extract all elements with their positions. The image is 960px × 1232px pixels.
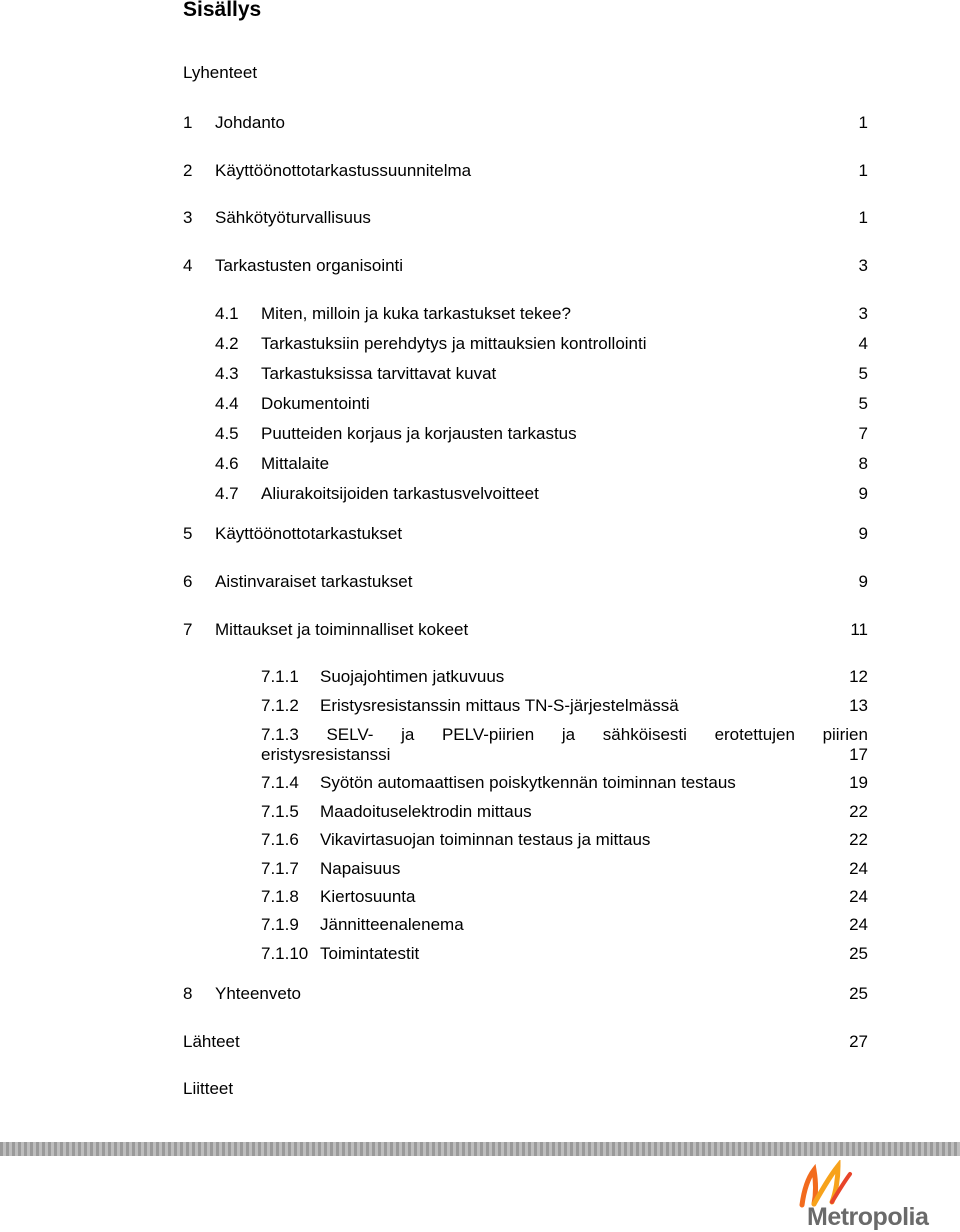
toc-entry-text: Eristysresistanssin mittaus TN-S-järjestelmässä [320, 696, 679, 715]
toc-entry-word: piirien [822, 725, 868, 744]
toc-entry-number: 4.3 [215, 364, 239, 383]
toc-entry-text: Aistinvaraiset tarkastukset [215, 572, 413, 591]
toc-entry-lahteet[interactable] [0, 1030, 960, 1054]
toc-entry-number: 8 [183, 984, 193, 1003]
toc-entry-lyhenteet[interactable] [0, 61, 960, 85]
toc-entry-4[interactable] [0, 254, 960, 278]
toc-entry-text: Käyttöönottotarkastussuunnitelma [215, 161, 472, 180]
toc-entry-number: 4.4 [215, 394, 239, 413]
toc-entry-text: Tarkastuksissa tarvittavat kuvat [261, 364, 497, 383]
toc-entry-text: Jännitteenalenema [320, 915, 464, 934]
toc-entry-2[interactable] [0, 159, 960, 183]
toc-entry-page: 24 [849, 887, 868, 906]
toc-entry-4-5[interactable] [0, 422, 960, 446]
toc-entry-text: Kiertosuunta [320, 887, 416, 906]
toc-entry-text: Lyhenteet [183, 63, 258, 82]
toc-entry-text: Mittaukset ja toiminnalliset kokeet [215, 620, 469, 639]
toc-entry-page: 25 [849, 944, 868, 963]
toc-entry-text: Napaisuus [320, 859, 401, 878]
toc-entry-7[interactable] [0, 618, 960, 642]
toc-entry-4-3[interactable] [0, 362, 960, 386]
toc-entry-page: 11 [850, 620, 868, 639]
toc-entry-7-1-3-continued[interactable] [0, 743, 960, 767]
toc-entry-page: 8 [858, 454, 868, 473]
toc-entry-7-1-7[interactable] [0, 857, 960, 881]
toc-entry-5[interactable] [0, 522, 960, 546]
toc-entry-page: 24 [849, 915, 868, 934]
toc-entry-6[interactable] [0, 570, 960, 594]
toc-entry-4-7[interactable] [0, 482, 960, 506]
toc-entry-page: 3 [858, 256, 868, 275]
toc-entry-text: Toimintatestit [320, 944, 420, 963]
toc-entry-text: Sähkötyöturvallisuus [215, 208, 371, 227]
toc-entry-page: 1 [858, 113, 868, 132]
toc-entry-text: Puutteiden korjaus ja korjausten tarkastus [261, 424, 577, 443]
toc-entry-text: Mittalaite [261, 454, 330, 473]
toc-entry-number: 7 [183, 620, 193, 639]
toc-entry-7-1-4[interactable] [0, 771, 960, 795]
toc-entry-number: 7.1.10 [261, 944, 309, 963]
toc-entry-number: 5 [183, 524, 193, 543]
toc-entry-page: 25 [849, 984, 868, 1003]
toc-entry-page: 7 [858, 424, 868, 443]
toc-entry-4-6[interactable] [0, 452, 960, 476]
toc-entry-page: 22 [849, 830, 868, 849]
toc-entry-text: Maadoituselektrodin mittaus [320, 802, 532, 821]
toc-entry-page: 5 [858, 394, 868, 413]
toc-entry-text: eristysresistanssi [261, 745, 391, 764]
toc-entry-3[interactable] [0, 206, 960, 230]
toc-entry-1[interactable] [0, 111, 960, 135]
toc-title: Sisällys [183, 0, 262, 21]
footer-bar [0, 1142, 960, 1156]
toc-entry-7-1-1[interactable] [0, 665, 960, 689]
toc-entry-page: 4 [858, 334, 868, 353]
toc-entry-7-1-9[interactable] [0, 913, 960, 937]
toc-entry-word: sähköisesti [602, 725, 687, 744]
toc-entry-number: 6 [183, 572, 193, 591]
toc-entry-number: 2 [183, 161, 193, 180]
toc-entry-4-1[interactable] [0, 302, 960, 326]
toc-entry-text: Dokumentointi [261, 394, 370, 413]
toc-entry-word: ja [401, 725, 415, 744]
toc-entry-text: Tarkastuksiin perehdytys ja mittauksien kontrollointi [261, 334, 647, 353]
toc-entry-number: 4.5 [215, 424, 239, 443]
toc-entry-page: 9 [858, 572, 868, 591]
toc-entry-page: 17 [849, 745, 868, 764]
toc-entry-number: 1 [183, 113, 193, 132]
toc-entry-number: 4 [183, 256, 193, 275]
toc-entry-number: 4.6 [215, 454, 239, 473]
toc-entry-text: Aliurakoitsijoiden tarkastusvelvoitteet [261, 484, 539, 503]
toc-entry-page: 1 [858, 161, 868, 180]
toc-entry-number: 3 [183, 208, 193, 227]
toc-entry-page: 19 [849, 773, 868, 792]
toc-entry-page: 22 [849, 802, 868, 821]
toc-entry-7-1-8[interactable] [0, 885, 960, 909]
toc-entry-text: Miten, milloin ja kuka tarkastukset tekee? [261, 304, 571, 323]
toc-entry-text: Lähteet [183, 1032, 240, 1051]
toc-entry-page: 13 [849, 696, 868, 715]
toc-entry-8[interactable] [0, 982, 960, 1006]
logo-wordmark: Metropolia [807, 1203, 929, 1231]
toc-entry-number: 4.7 [215, 484, 239, 503]
toc-entry-page: 12 [849, 667, 868, 686]
toc-entry-text: Johdanto [215, 113, 285, 132]
toc-entry-4-2[interactable] [0, 332, 960, 356]
toc-entry-number: 7.1.4 [261, 773, 299, 792]
toc-entry-text: Tarkastusten organisointi [215, 256, 404, 275]
toc-entry-number: 7.1.9 [261, 915, 299, 934]
toc-entry-text: Liitteet [183, 1079, 234, 1098]
toc-entry-7-1-10[interactable] [0, 942, 960, 966]
toc-entry-number: 7.1.1 [261, 667, 299, 686]
toc-entry-4-4[interactable] [0, 392, 960, 416]
toc-entry-number: 7.1.5 [261, 802, 299, 821]
toc-entry-page: 9 [858, 484, 868, 503]
toc-entry-number: 4.1 [215, 304, 239, 323]
toc-entry-page: 27 [849, 1032, 868, 1051]
toc-entry-text: Vikavirtasuojan toiminnan testaus ja mittaus [320, 830, 651, 849]
toc-entry-word: PELV-piirien [441, 725, 535, 744]
toc-entry-7-1-5[interactable] [0, 800, 960, 824]
toc-entry-word: SELV- [326, 725, 374, 744]
toc-entry-number: 7.1.7 [261, 859, 299, 878]
toc-entry-number: 7.1.3 [261, 725, 299, 744]
toc-entry-word: ja [561, 725, 576, 744]
toc-entry-text: Käyttöönottotarkastukset [215, 524, 403, 543]
toc-entry-page: 3 [858, 304, 868, 323]
toc-entry-7-1-2[interactable] [0, 694, 960, 718]
toc-entry-text: Yhteenveto [215, 984, 302, 1003]
toc-entry-text: Suojajohtimen jatkuvuus [320, 667, 505, 686]
toc-entry-page: 1 [858, 208, 868, 227]
toc-entry-word: erotettujen [714, 725, 795, 744]
toc-entry-7-1-6[interactable] [0, 828, 960, 852]
toc-entry-number: 7.1.6 [261, 830, 299, 849]
toc-entry-page: 5 [858, 364, 868, 383]
toc-entry-page: 24 [849, 859, 868, 878]
toc-entry-liitteet[interactable] [0, 1077, 960, 1101]
toc-entry-number: 4.2 [215, 334, 239, 353]
toc-entry-number: 7.1.8 [261, 887, 299, 906]
toc-entry-text: Syötön automaattisen poiskytkennän toiminnan testaus [320, 773, 736, 792]
toc-entry-page: 9 [858, 524, 868, 543]
toc-entry-number: 7.1.2 [261, 696, 299, 715]
